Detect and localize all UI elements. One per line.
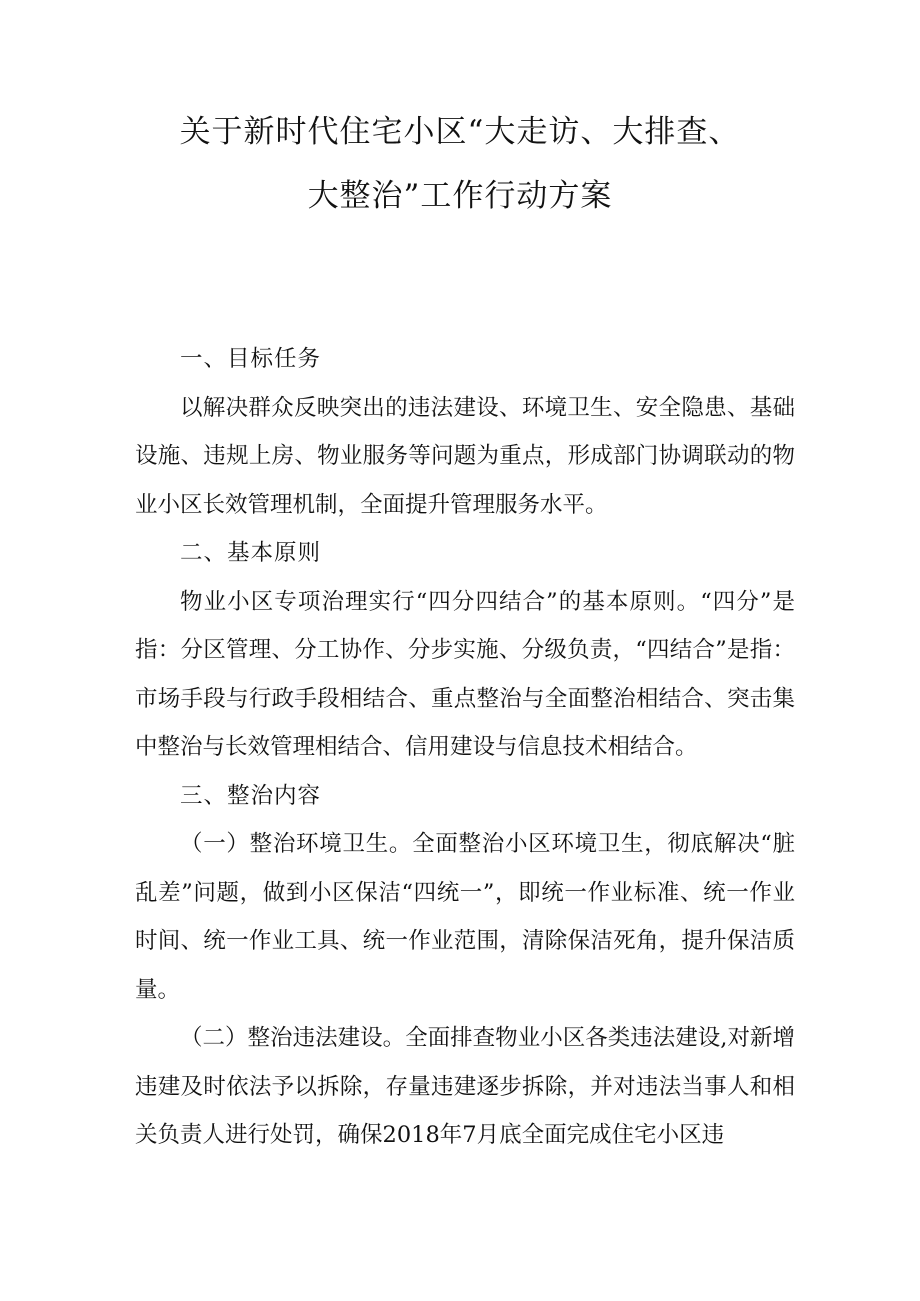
paragraph-illegal-construction: （二）整治违法建设。全面排查物业小区各类违法建设,对新增违建及时依法予以拆除，存量违建逐步拆除，并对违法当事人和相关负责人进行处罚，确保2018年7月底全面完成住宅小区违 [135, 1025, 795, 1148]
document-title-line-1: 关于新时代住宅小区“大走访、大排查、 [179, 114, 741, 150]
section-heading-content: 三、整治内容 [180, 782, 322, 809]
document-title-line-2: 大整治”工作行动方案 [307, 178, 613, 214]
paragraph-environment: （一）整治环境卫生。全面整治小区环境卫生，彻底解决“脏乱差”问题，做到小区保洁“四统一”，即统一作业标准、统一作业时间、统一作业工具、统一作业范围，清除保洁死角，提升保洁质量。 [135, 831, 795, 1003]
paragraph-goals: 以解决群众反映突出的违法建设、环境卫生、安全隐患、基础设施、违规上房、物业服务等问题为重点，形成部门协调联动的物业小区长效管理机制，全面提升管理服务水平。 [135, 394, 795, 518]
paragraph-principles: 物业小区专项治理实行“四分四结合”的基本原则。“四分”是指：分区管理、分工协作、分步实施、分级负责，“四结合”是指：市场手段与行政手段相结合、重点整治与全面整治相结合、突击集中整治与长效管理相结合、信用建设与信息技术相结合。 [135, 588, 795, 760]
section-heading-principles: 二、基本原则 [180, 540, 322, 566]
section-heading-goals: 一、目标任务 [180, 346, 322, 372]
document-body [135, 335, 795, 1160]
